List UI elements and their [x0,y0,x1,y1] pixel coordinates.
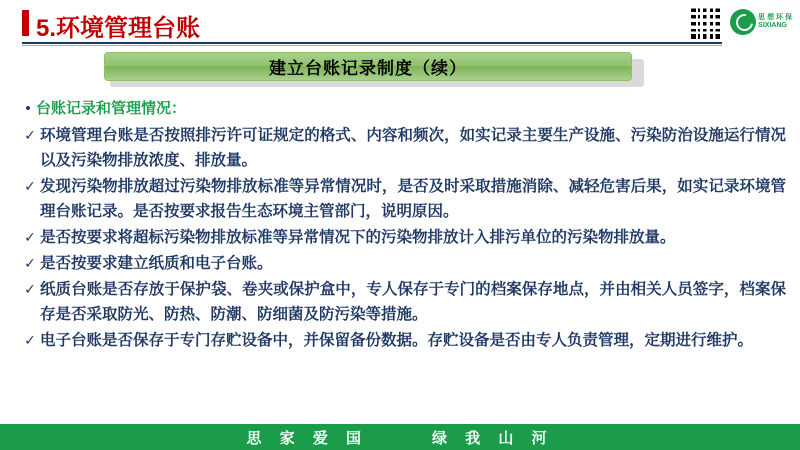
bullet-icon: • [25,100,31,117]
title-accent-bar [22,10,29,36]
list-item-text: 是否按要求建立纸质和电子台账。 [40,255,273,272]
slide-header [0,0,800,46]
list-item-text: 纸质台账是否存放于保护袋、卷夹或保护盒中，专人保存于专门的档案保存地点，并由相关人员签字，档案保存是否采取防光、防热、防潮、防细菌及防污染等措施。 [40,281,786,323]
header-divider-secondary [22,45,722,46]
list-item [20,225,786,250]
brand-block [690,4,792,40]
check-icon: ✓ [24,127,36,143]
list-item [20,123,786,173]
check-icon: ✓ [24,255,36,271]
list-item [20,174,786,224]
banner-title: 建立台账记录制度（续） [269,59,467,78]
list-item-text: 电子台账是否保存于专门存贮设备中，并保留备份数据。存贮设备是否由专人负责管理，定期进行维护。 [40,332,754,349]
header-divider [22,42,722,44]
lead-label: 台账记录和管理情况： [36,100,187,117]
logo-text-line2: SIXIANG [758,22,787,29]
footer-left-text: 思 家 爱 国 [246,429,368,447]
banner-plate [104,52,632,81]
list-item-text: 环境管理台账是否按照排污许可证规定的格式、内容和频次，如实记录主要生产设施、污染防治设施运行情况以及污染物排放浓度、排放量。 [40,127,786,169]
page-title: 5.环境管理台账 [36,15,201,42]
footer-right-text: 绿 我 山 河 [432,429,554,447]
company-logo [730,9,792,35]
check-icon: ✓ [24,229,36,245]
leaf-circle-icon [730,9,756,35]
list-lead [20,98,786,120]
qr-code-icon[interactable] [690,4,726,40]
list-item [20,251,786,276]
content-list [20,98,786,354]
list-item [20,277,786,327]
list-item [20,328,786,353]
list-item-text: 发现污染物排放超过污染物排放标准等异常情况时，是否及时采取措施消除、减轻危害后果，如实记录环境管理台账记录。是否按要求报告生态环境主管部门，说明原因。 [40,178,786,220]
logo-text [758,14,792,30]
slide-footer [0,424,800,450]
list-item-text: 是否按要求将超标污染物排放标准等异常情况下的污染物排放计入排污单位的污染物排放量。 [40,229,676,246]
section-banner [104,52,644,86]
check-icon: ✓ [24,281,36,297]
check-icon: ✓ [24,332,36,348]
check-icon: ✓ [24,178,36,194]
logo-text-line1: 思 想 环 保 [758,13,792,21]
